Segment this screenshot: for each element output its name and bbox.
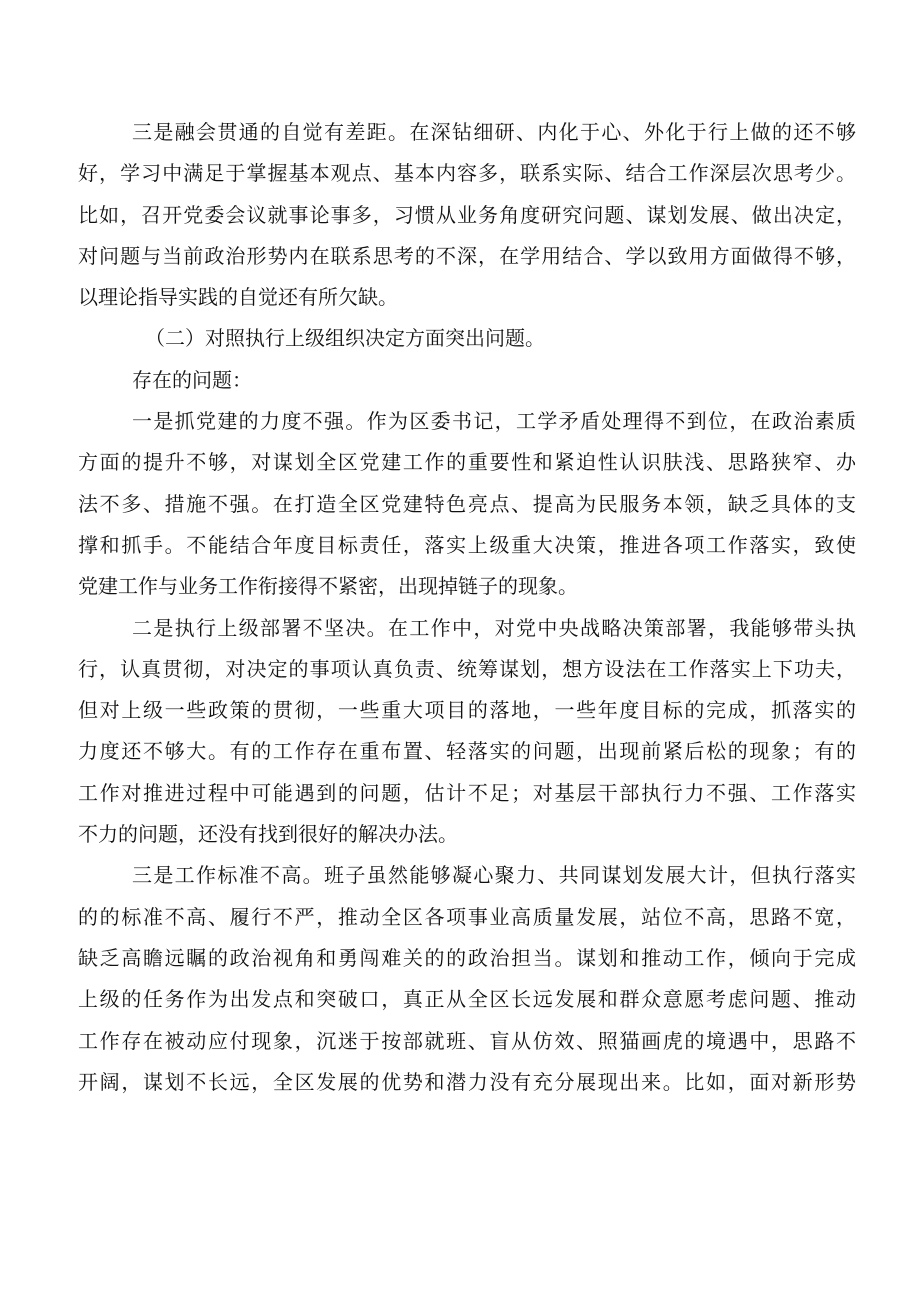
text-line: 一是抓党建的力度不强。作为区委书记，工学矛盾处理得不到位，在政治素质 xyxy=(132,409,856,434)
text-line: 的的标准不高、履行不严，推动全区各项事业高质量发展，站位不高，思路不宽， xyxy=(78,904,856,929)
section-heading-text: （二）对照执行上级组织决定方面突出问题。 xyxy=(145,326,545,351)
text-line: 方面的提升不够，对谋划全区党建工作的重要性和紧迫性认识肤浅、思路狭窄、办 xyxy=(78,450,856,475)
text-line: 二是执行上级部署不坚决。在工作中，对党中央战略决策部署，我能够带头执 xyxy=(132,615,856,640)
subheading-problems xyxy=(78,360,856,401)
text-line: 法不多、措施不强。在打造全区党建特色亮点、提高为民服务本领，缺乏具体的支 xyxy=(78,491,856,516)
text-line: 工作存在被动应付现象，沉迷于按部就班、盲从仿效、照猫画虎的境遇中，思路不 xyxy=(78,1028,856,1053)
paragraph-party-building xyxy=(78,401,856,607)
text-line: 但对上级一些政策的贯彻，一些重大项目的落地，一些年度目标的完成，抓落实的 xyxy=(78,698,856,723)
document-body xyxy=(78,112,856,1103)
text-line: 比如，召开党委会议就事论事多，习惯从业务角度研究问题、谋划发展、做出决定， xyxy=(78,202,856,227)
paragraph-integration-awareness xyxy=(78,112,856,318)
text-line: 党建工作与业务工作衔接得不紧密，出现掉链子的现象。 xyxy=(78,574,578,599)
text-line: 三是工作标准不高。班子虽然能够凝心聚力、共同谋划发展大计，但执行落实 xyxy=(132,863,856,888)
paragraph-execution xyxy=(78,608,856,856)
paragraph-work-standards xyxy=(78,855,856,1103)
text-line: 开阔，谋划不长远，全区发展的优势和潜力没有充分展现出来。比如，面对新形势 xyxy=(78,1069,856,1094)
text-line: 对问题与当前政治形势内在联系思考的不深，在学用结合、学以致用方面做得不够， xyxy=(78,243,856,268)
text-line: 好，学习中满足于掌握基本观点、基本内容多，联系实际、结合工作深层次思考少。 xyxy=(78,161,856,186)
text-line: 撑和抓手。不能结合年度目标责任，落实上级重大决策，推进各项工作落实，致使 xyxy=(78,532,856,557)
text-line: 以理论指导实践的自觉还有所欠缺。 xyxy=(78,285,398,310)
text-line: 不力的问题，还没有找到很好的解决办法。 xyxy=(78,822,458,847)
text-line: 工作对推进过程中可能遇到的问题，估计不足；对基层干部执行力不强、工作落实 xyxy=(78,780,856,805)
subheading-text: 存在的问题： xyxy=(132,367,252,392)
text-line: 缺乏高瞻远瞩的政治视角和勇闯难关的的政治担当。谋划和推动工作，倾向于完成 xyxy=(78,945,856,970)
section-heading-2 xyxy=(78,318,856,359)
text-line: 三是融会贯通的自觉有差距。在深钻细研、内化于心、外化于行上做的还不够 xyxy=(132,120,856,144)
text-line: 行，认真贯彻，对决定的事项认真负责、统筹谋划，想方设法在工作落实上下功夫， xyxy=(78,656,856,681)
text-line: 上级的任务作为出发点和突破口，真正从全区长远发展和群众意愿考虑问题、推动 xyxy=(78,987,856,1012)
text-line: 力度还不够大。有的工作存在重布置、轻落实的问题，出现前紧后松的现象；有的 xyxy=(78,739,856,764)
